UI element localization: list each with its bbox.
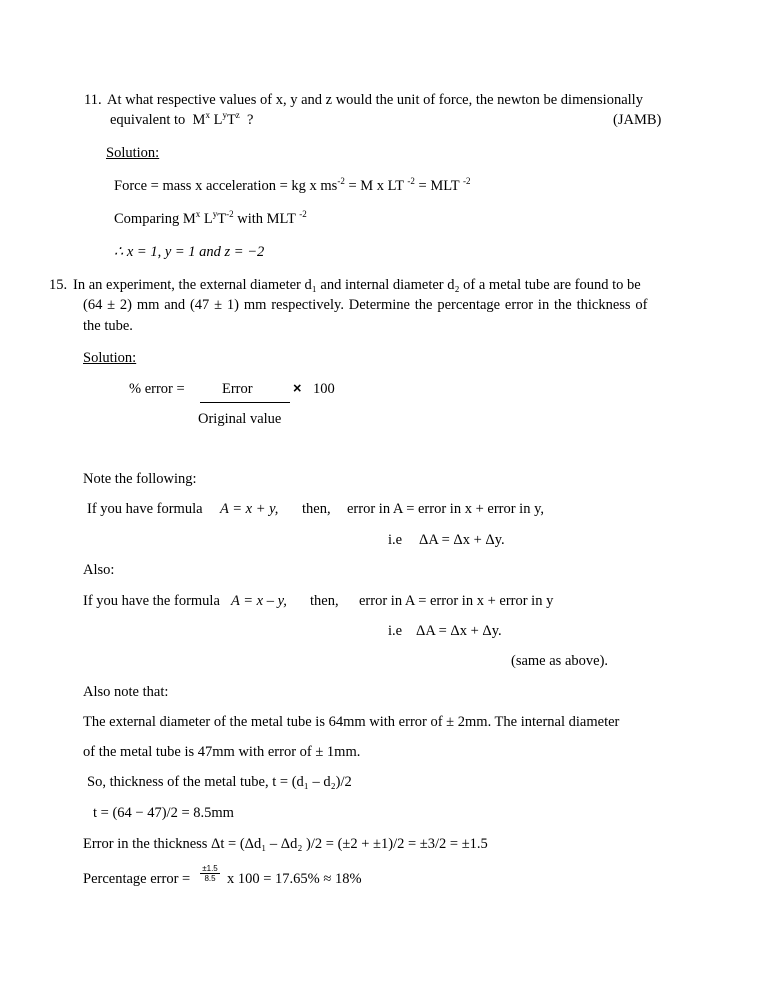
force-expression: Force = mass x acceleration = kg x ms xyxy=(114,178,338,194)
thickness-formula: So, thickness of the metal tube, t = (d₁ – d₂)/2 xyxy=(87,774,352,790)
q15-question-line1: In an experiment, the external diameter d₁ and internal diameter d₂ of a metal tube are found to be xyxy=(73,277,641,293)
x-exponent: x xyxy=(205,110,210,120)
error-thickness: Error in the thickness Δt = (Δd₁ – Δd₂ )/2 = (±2 + ±1)/2 = ±3/2 = ±1.5 xyxy=(83,836,488,852)
exponent: -2 xyxy=(407,176,415,186)
q11-line2-prefix: equivalent to xyxy=(110,112,186,128)
note2-formula: A = x – y, xyxy=(231,593,287,609)
note1-prefix: If you have formula xyxy=(87,501,203,517)
exponent: x xyxy=(195,209,201,219)
q11-question-line1: At what respective values of x, y and z would the unit of force, the newton be dimensionally xyxy=(107,92,643,108)
note1-ie: i.e xyxy=(388,532,403,548)
m-symbol: M xyxy=(192,112,206,128)
t-symbol: T xyxy=(226,112,236,128)
comparing-text-b: L xyxy=(200,211,213,227)
also-note-label: Also note that: xyxy=(83,684,169,700)
exponent: -2 xyxy=(462,176,471,186)
comparing-text: Comparing M xyxy=(114,211,196,227)
l-symbol: L xyxy=(213,112,223,128)
q11-therefore-line: ∴ x = 1, y = 1 and z = −2 xyxy=(114,244,265,260)
small-fraction-numerator: ±1.5 xyxy=(200,864,220,874)
comparing-text-d: with MLT xyxy=(233,211,300,227)
fraction-bar xyxy=(200,402,290,403)
percentage-error-rhs: x 100 = 17.65% ≈ 18% xyxy=(227,871,362,887)
hundred: 100 xyxy=(313,381,335,397)
y-exponent: y xyxy=(222,110,227,120)
q11-number: 11. xyxy=(84,92,102,108)
q15-question-line3: the tube. xyxy=(83,318,133,334)
q11-force-line xyxy=(114,177,470,195)
note2-prefix: If you have the formula xyxy=(83,593,220,609)
comparing-text-c: T xyxy=(217,211,227,227)
note2-delta: ΔA = Δx + Δy. xyxy=(416,623,502,639)
note1-then: then, xyxy=(302,501,331,517)
note2-ie: i.e xyxy=(388,623,403,639)
q15-question-line2: (64 ± 2) mm and (47 ± 1) mm respectively. Determine the percentage error in the thickness of xyxy=(83,297,648,313)
exponent: -2 xyxy=(337,176,345,186)
dimension-expression xyxy=(193,112,240,128)
small-fraction xyxy=(200,864,220,883)
paragraph-line1: The external diameter of the metal tube is 64mm with error of ± 2mm. The internal diameter xyxy=(83,714,620,730)
exponent: -2 xyxy=(299,209,307,219)
exponent: -2 xyxy=(226,209,234,219)
z-exponent: z xyxy=(235,110,240,120)
force-expression-b: = M x LT xyxy=(344,178,408,194)
paragraph-line2: of the metal tube is 47mm with error of ± 1mm. xyxy=(83,744,361,760)
exponent: y xyxy=(212,209,218,219)
q15-solution-label: Solution: xyxy=(83,350,137,366)
q11-comparing-line xyxy=(114,210,307,228)
note2-then: then, xyxy=(310,593,339,609)
thickness-value: t = (64 − 47)/2 = 8.5mm xyxy=(93,805,234,821)
note1-delta: ΔA = Δx + Δy. xyxy=(419,532,505,548)
fraction-denominator: Original value xyxy=(198,411,282,427)
percentage-error-lhs: Percentage error = xyxy=(83,871,191,887)
times-symbol: × xyxy=(293,381,302,397)
percent-error-lhs: % error = xyxy=(129,381,185,397)
question-mark: ? xyxy=(247,112,254,128)
q11-solution-label: Solution: xyxy=(106,145,160,161)
note1-formula: A = x + y, xyxy=(220,501,279,517)
note-heading: Note the following: xyxy=(83,471,197,487)
note2-result: error in A = error in x + error in y xyxy=(359,593,554,609)
note2-same: (same as above). xyxy=(511,653,609,669)
also-label: Also: xyxy=(83,562,115,578)
note1-result: error in A = error in x + error in y, xyxy=(347,501,545,517)
small-fraction-denominator: 8.5 xyxy=(204,874,216,883)
q11-question-line2 xyxy=(110,111,253,129)
fraction-numerator: Error xyxy=(222,381,253,397)
q11-source: (JAMB) xyxy=(613,112,662,128)
force-expression-c: = MLT xyxy=(414,178,463,194)
q15-number: 15. xyxy=(49,277,68,293)
